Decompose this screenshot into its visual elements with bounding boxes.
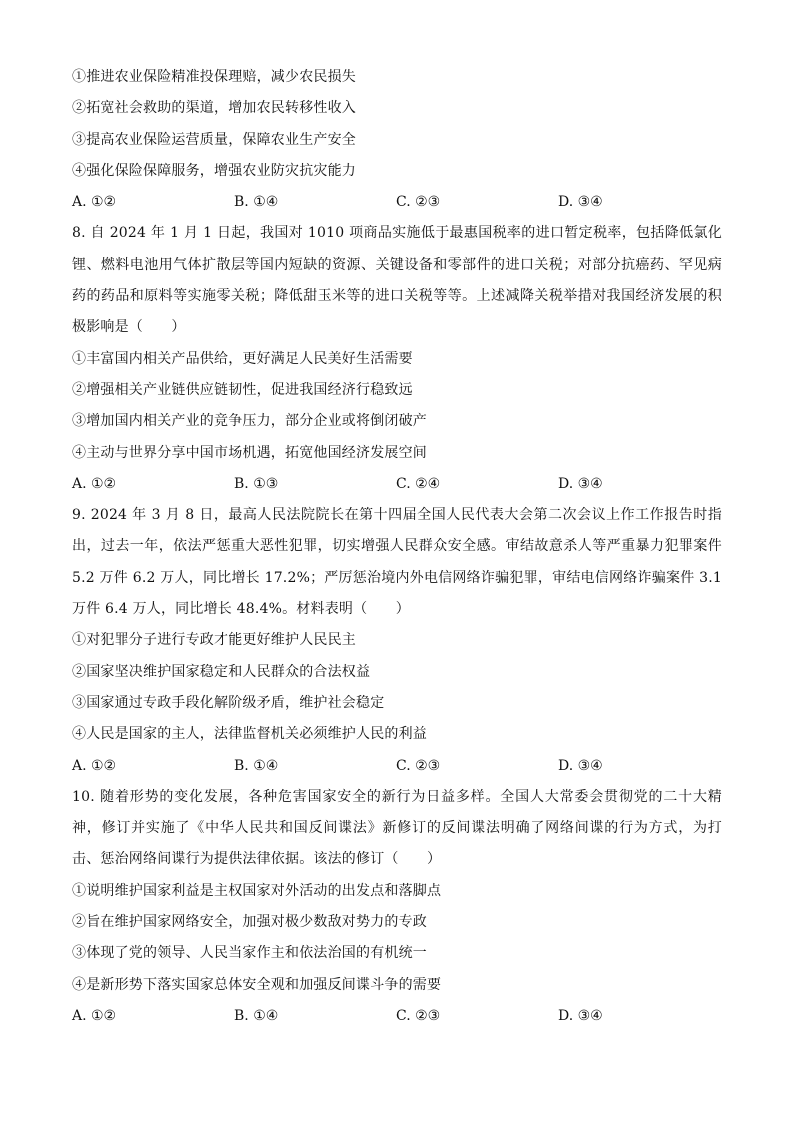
question-8 (72, 218, 722, 500)
option-b: B. ①③ (234, 475, 279, 492)
option-d: D. ③④ (558, 475, 603, 492)
statement-item: ③国家通过专政手段化解阶级矛盾，维护社会稳定 (72, 694, 385, 711)
answer-options (72, 469, 722, 500)
statement-item: ④主动与世界分享中国市场机遇，拓宽他国经济发展空间 (72, 444, 427, 461)
option-b: B. ①④ (234, 194, 279, 211)
statement-item: ②增强相关产业链供应链韧性，促进我国经济行稳致远 (72, 381, 413, 398)
statement-item: ②拓宽社会救助的渠道，增加农民转移性收入 (72, 100, 356, 117)
option-c: C. ②③ (396, 194, 441, 211)
statement-item: ①说明维护国家利益是主权国家对外活动的出发点和落脚点 (72, 882, 442, 899)
statement-item: ②旨在维护国家网络安全，加强对极少数敌对势力的专政 (72, 914, 427, 931)
statement-item: ①对犯罪分子进行专政才能更好维护人民民主 (72, 632, 356, 649)
question-10 (72, 782, 722, 1032)
statement-item: ④是新形势下落实国家总体安全观和加强反间谍斗争的需要 (72, 976, 442, 993)
statement-item: ③提高农业保险运营质量，保障农业生产安全 (72, 131, 356, 148)
statement-item: ①丰富国内相关产品供给，更好满足人民美好生活需要 (72, 350, 413, 367)
statement-item: ③增加国内相关产业的竞争压力，部分企业或将倒闭破产 (72, 413, 427, 430)
option-a: A. ①② (72, 194, 117, 211)
answer-options (72, 751, 722, 782)
option-d: D. ③④ (558, 1007, 603, 1024)
option-a: A. ①② (72, 1007, 117, 1024)
statement-item: ②国家坚决维护国家稳定和人民群众的合法权益 (72, 663, 371, 680)
question-7 (72, 62, 722, 218)
statement-item: ③体现了党的领导、人民当家作主和依法治国的有机统一 (72, 945, 427, 962)
option-c: C. ②③ (396, 1007, 441, 1024)
option-b: B. ①④ (234, 757, 279, 774)
answer-options (72, 187, 722, 218)
exam-page (72, 62, 722, 1032)
statement-item: ④人民是国家的主人，法律监督机关必须维护人民的利益 (72, 726, 427, 743)
statement-item: ①推进农业保险精准投保理赔，减少农民损失 (72, 69, 356, 85)
option-a: A. ①② (72, 475, 117, 492)
question-9 (72, 500, 722, 782)
question-stem: 8. 自 2024 年 1 月 1 日起，我国对 1010 项商品实施低于最惠国税率的进口暂定税率，包括降低氯化锂、燃料电池用气体扩散层等国内短缺的资源、关键设备和零部件的进口关税；对部分抗癌药、罕见病药的药品和原料等实施零关税；降低甜玉米等的进口关税等等。上述减降关税举措对我国经济发展的积极影响是（ ） (72, 225, 722, 336)
option-c: C. ②③ (396, 757, 441, 774)
answer-options (72, 1001, 722, 1032)
option-d: D. ③④ (558, 194, 603, 211)
question-stem: 10. 随着形势的变化发展，各种危害国家安全的新行为日益多样。全国人大常委会贯彻党的二十大精神，修订并实施了《中华人民共和国反间谍法》新修订的反间谍法明确了网络间谍的行为方式，为打击、惩治网络间谍行为提供法律依据。该法的修订（ ） (72, 788, 722, 868)
option-b: B. ①④ (234, 1007, 279, 1024)
option-c: C. ②④ (396, 475, 441, 492)
option-d: D. ③④ (558, 757, 603, 774)
statement-item: ④强化保险保障服务，增强农业防灾抗灾能力 (72, 162, 356, 179)
option-a: A. ①② (72, 757, 117, 774)
question-stem: 9. 2024 年 3 月 8 日，最高人民法院院长在第十四届全国人民代表大会第二次会议上作工作报告时指出，过去一年，依法严惩重大恶性犯罪，切实增强人民群众安全感。审结故意杀人等严重暴力犯罪案件 5.2 万件 6.2 万人，同比增长 17.2%；严厉惩治境内外电信网络诈骗犯罪，审结电信网络诈骗案件 3.1 万件 6.4 万人，同比增长 48.4%。材料表明（ ） (72, 507, 722, 618)
